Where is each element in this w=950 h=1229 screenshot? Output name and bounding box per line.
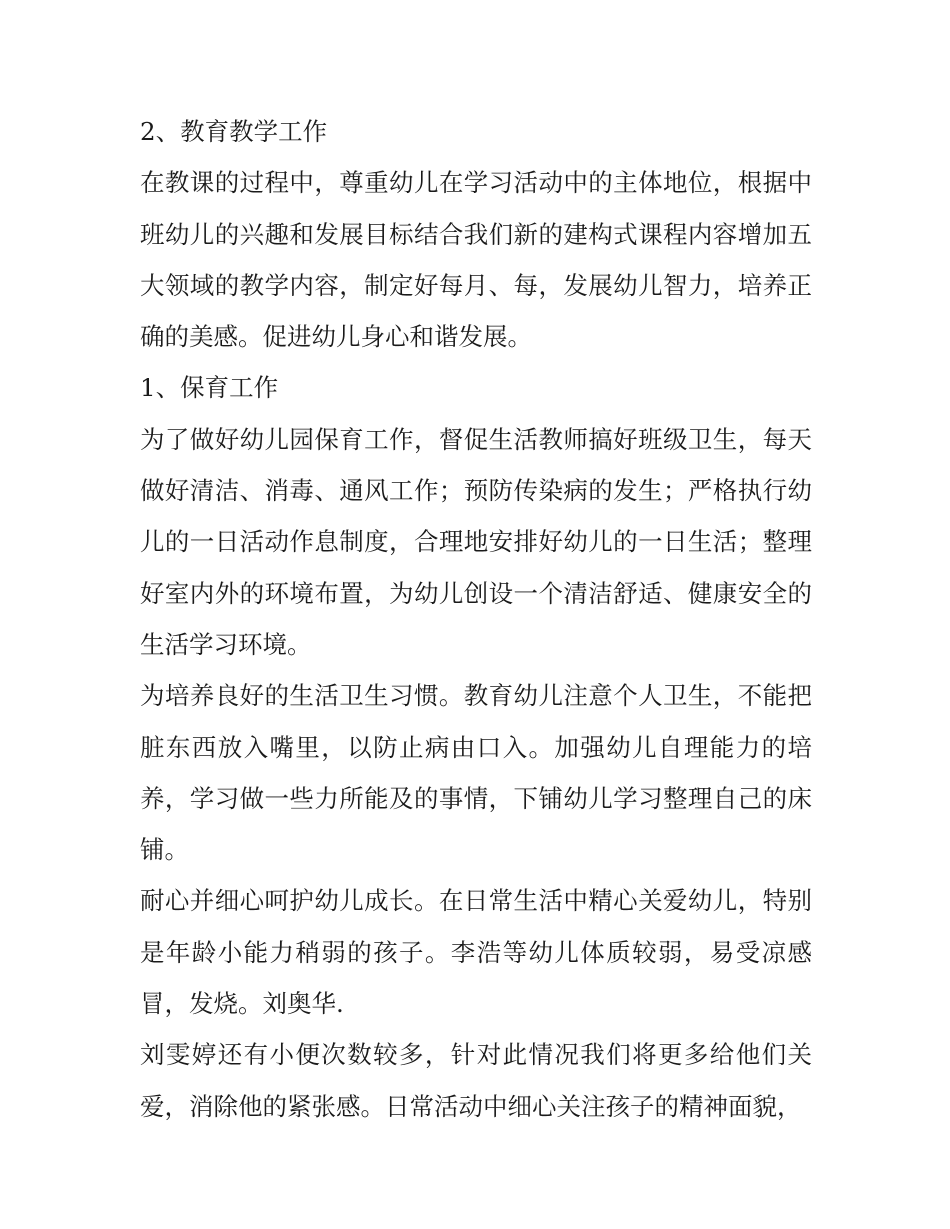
section-heading-care: 1、保育工作 (140, 373, 279, 403)
paragraph-child-care: 耐心并细心呵护幼儿成长。在日常生活中精心关爱幼儿，特别是年龄小能力稍弱的孩子。李浩等幼儿体质较弱，易受凉感冒，发烧。刘奥华. (140, 886, 812, 1019)
section-heading-education: 2、教育教学工作 (140, 117, 328, 146)
document-body (140, 106, 812, 1132)
paragraph-care-work: 为了做好幼儿园保育工作，督促生活教师搞好班级卫生，每天做好清洁、消毒、通风工作；预防传染病的发生；严格执行幼儿的一日活动作息制度，合理地安排好幼儿的一日生活；整理好室内外的环境布置，为幼儿创设一个清洁舒适、健康安全的生活学习环境。 (140, 424, 812, 659)
paragraph-teaching: 在教课的过程中，尊重幼儿在学习活动中的主体地位，根据中班幼儿的兴趣和发展目标结合我们新的建构式课程内容增加五大领域的教学内容，制定好每月、每，发展幼儿智力，培养正确的美感。促进幼儿身心和谐发展。 (140, 168, 812, 352)
paragraph-attention: 刘雯婷还有小便次数较多，针对此情况我们将更多给他们关爱，消除他的紧张感。日常活动中细心关注孩子的精神面貌， (140, 1040, 812, 1121)
paragraph-hygiene-habits: 为培养良好的生活卫生习惯。教育幼儿注意个人卫生，不能把脏东西放入嘴里，以防止病由口入。加强幼儿自理能力的培养，学习做一些力所能及的事情，下铺幼儿学习整理自己的床铺。 (140, 681, 812, 865)
